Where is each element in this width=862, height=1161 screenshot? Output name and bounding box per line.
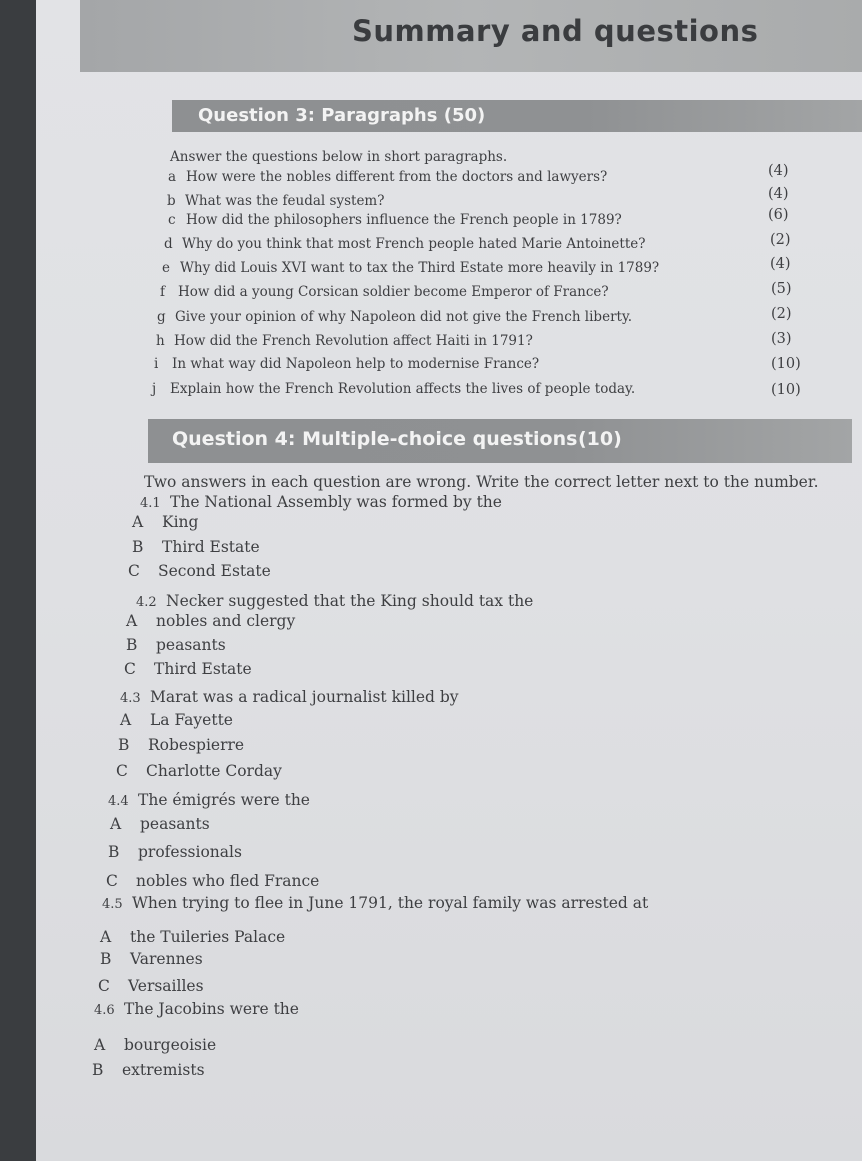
option-text: professionals [138, 843, 242, 861]
question-3-title: Question 3: Paragraphs (50) [198, 105, 486, 126]
option-letter: A [120, 711, 132, 729]
mcq-number: 4.6 [94, 1003, 115, 1018]
item-marks: (10) [771, 356, 801, 372]
item-text: How did a young Corsican soldier become Emperor of France? [178, 284, 609, 300]
option-letter: A [132, 513, 144, 531]
mcq-option [116, 762, 282, 780]
option-letter: A [94, 1036, 106, 1054]
item-letter: h [156, 333, 165, 349]
question-3-heading [172, 100, 862, 132]
mcq-option [118, 736, 244, 754]
item-text: Give your opinion of why Napoleon did not give the French liberty. [175, 309, 633, 325]
option-text: peasants [140, 815, 210, 833]
mcq-stem [102, 894, 648, 912]
question-item [154, 356, 539, 372]
option-text: extremists [122, 1061, 205, 1079]
question-item [167, 193, 384, 209]
item-letter: g [157, 309, 166, 325]
mcq-stem [108, 791, 310, 809]
item-letter: e [162, 260, 170, 276]
option-text: peasants [156, 636, 226, 654]
item-text: Why did Louis XVI want to tax the Third Estate more heavily in 1789? [180, 260, 660, 276]
option-text: nobles who fled France [136, 872, 320, 890]
mcq-number: 4.5 [102, 897, 123, 912]
option-letter: A [126, 612, 138, 630]
mcq-number: 4.2 [136, 595, 157, 610]
item-marks: (6) [768, 207, 789, 223]
mcq-stem-text: Necker suggested that the King should tax the [166, 592, 534, 610]
option-text: the Tuileries Palace [130, 928, 286, 946]
item-marks: (4) [768, 163, 789, 179]
option-letter: B [108, 843, 120, 861]
mcq-stem-text: Marat was a radical journalist killed by [150, 688, 459, 706]
item-marks: (2) [770, 232, 791, 248]
question-item [164, 236, 646, 252]
question-3-instruction: Answer the questions below in short paragraphs. [170, 149, 508, 165]
option-text: nobles and clergy [156, 612, 296, 630]
item-marks: (3) [771, 331, 792, 347]
option-text: Charlotte Corday [146, 762, 282, 780]
question-4-title: Question 4: Multiple-choice questions [172, 428, 578, 450]
mcq-option [94, 1036, 216, 1054]
mcq-option [126, 636, 226, 654]
mcq-option [126, 612, 295, 630]
item-letter: c [168, 212, 176, 228]
option-letter: A [110, 815, 122, 833]
option-letter: A [100, 928, 112, 946]
question-item [168, 212, 622, 228]
item-marks: (10) [771, 382, 801, 398]
mcq-stem [94, 1000, 299, 1018]
question-4-instruction: Two answers in each question are wrong. Write the correct letter next to the number. [144, 473, 819, 491]
item-text: How did the French Revolution affect Haiti in 1791? [174, 333, 533, 349]
mcq-option [100, 928, 285, 946]
mcq-option [110, 815, 210, 833]
page-title: Summary and questions [352, 14, 759, 48]
mcq-option [120, 711, 233, 729]
mcq-option [128, 562, 271, 580]
item-text: How did the philosophers influence the French people in 1789? [186, 212, 622, 228]
option-text: Third Estate [154, 660, 252, 678]
mcq-stem-text: When trying to flee in June 1791, the royal family was arrested at [132, 894, 649, 912]
mcq-stem-text: The émigrés were the [138, 791, 310, 809]
mcq-stem [140, 493, 502, 511]
question-item [156, 333, 533, 349]
item-letter: b [167, 193, 176, 209]
mcq-option [92, 1061, 205, 1079]
mcq-stem [120, 688, 459, 706]
option-letter: C [128, 562, 140, 580]
option-text: Robespierre [148, 736, 245, 754]
question-item [160, 284, 609, 300]
option-letter: C [98, 977, 110, 995]
option-text: Versailles [128, 977, 204, 995]
option-letter: B [132, 538, 144, 556]
worksheet-page [36, 0, 862, 1161]
item-marks: (2) [771, 306, 792, 322]
header-band [80, 0, 862, 72]
item-letter: j [152, 381, 157, 397]
item-marks: (5) [771, 281, 792, 297]
option-letter: C [124, 660, 136, 678]
mcq-number: 4.4 [108, 794, 129, 809]
option-letter: C [106, 872, 118, 890]
item-letter: d [164, 236, 173, 252]
option-text: Third Estate [162, 538, 260, 556]
option-text: bourgeoisie [124, 1036, 217, 1054]
mcq-option [132, 513, 198, 531]
option-text: La Fayette [150, 711, 233, 729]
question-item [168, 169, 607, 185]
option-letter: B [118, 736, 130, 754]
option-text: Varennes [130, 950, 203, 968]
item-text: What was the feudal system? [185, 193, 385, 209]
question-item [152, 381, 635, 397]
option-text: King [162, 513, 199, 531]
item-text: Why do you think that most French people hated Marie Antoinette? [182, 236, 646, 252]
item-letter: f [160, 284, 165, 300]
mcq-number: 4.3 [120, 691, 141, 706]
mcq-option [100, 950, 203, 968]
item-text: In what way did Napoleon help to modernise France? [172, 356, 540, 372]
mcq-number: 4.1 [140, 496, 161, 511]
mcq-option [132, 538, 260, 556]
option-letter: B [100, 950, 112, 968]
option-text: Second Estate [158, 562, 271, 580]
mcq-stem [136, 592, 533, 610]
question-4-marks: (10) [578, 428, 622, 450]
mcq-option [98, 977, 204, 995]
item-letter: i [154, 356, 159, 372]
mcq-option [108, 843, 242, 861]
option-letter: C [116, 762, 128, 780]
question-item [157, 309, 632, 325]
mcq-option [124, 660, 252, 678]
question-4-heading [148, 419, 852, 463]
item-marks: (4) [770, 256, 791, 272]
item-text: How were the nobles different from the doctors and lawyers? [186, 169, 608, 185]
mcq-stem-text: The Jacobins were the [124, 1000, 299, 1018]
option-letter: B [92, 1061, 104, 1079]
item-text: Explain how the French Revolution affects the lives of people today. [170, 381, 636, 397]
item-marks: (4) [768, 186, 789, 202]
mcq-option [106, 872, 319, 890]
mcq-stem-text: The National Assembly was formed by the [170, 493, 502, 511]
option-letter: B [126, 636, 138, 654]
item-letter: a [168, 169, 177, 185]
question-item [162, 260, 659, 276]
